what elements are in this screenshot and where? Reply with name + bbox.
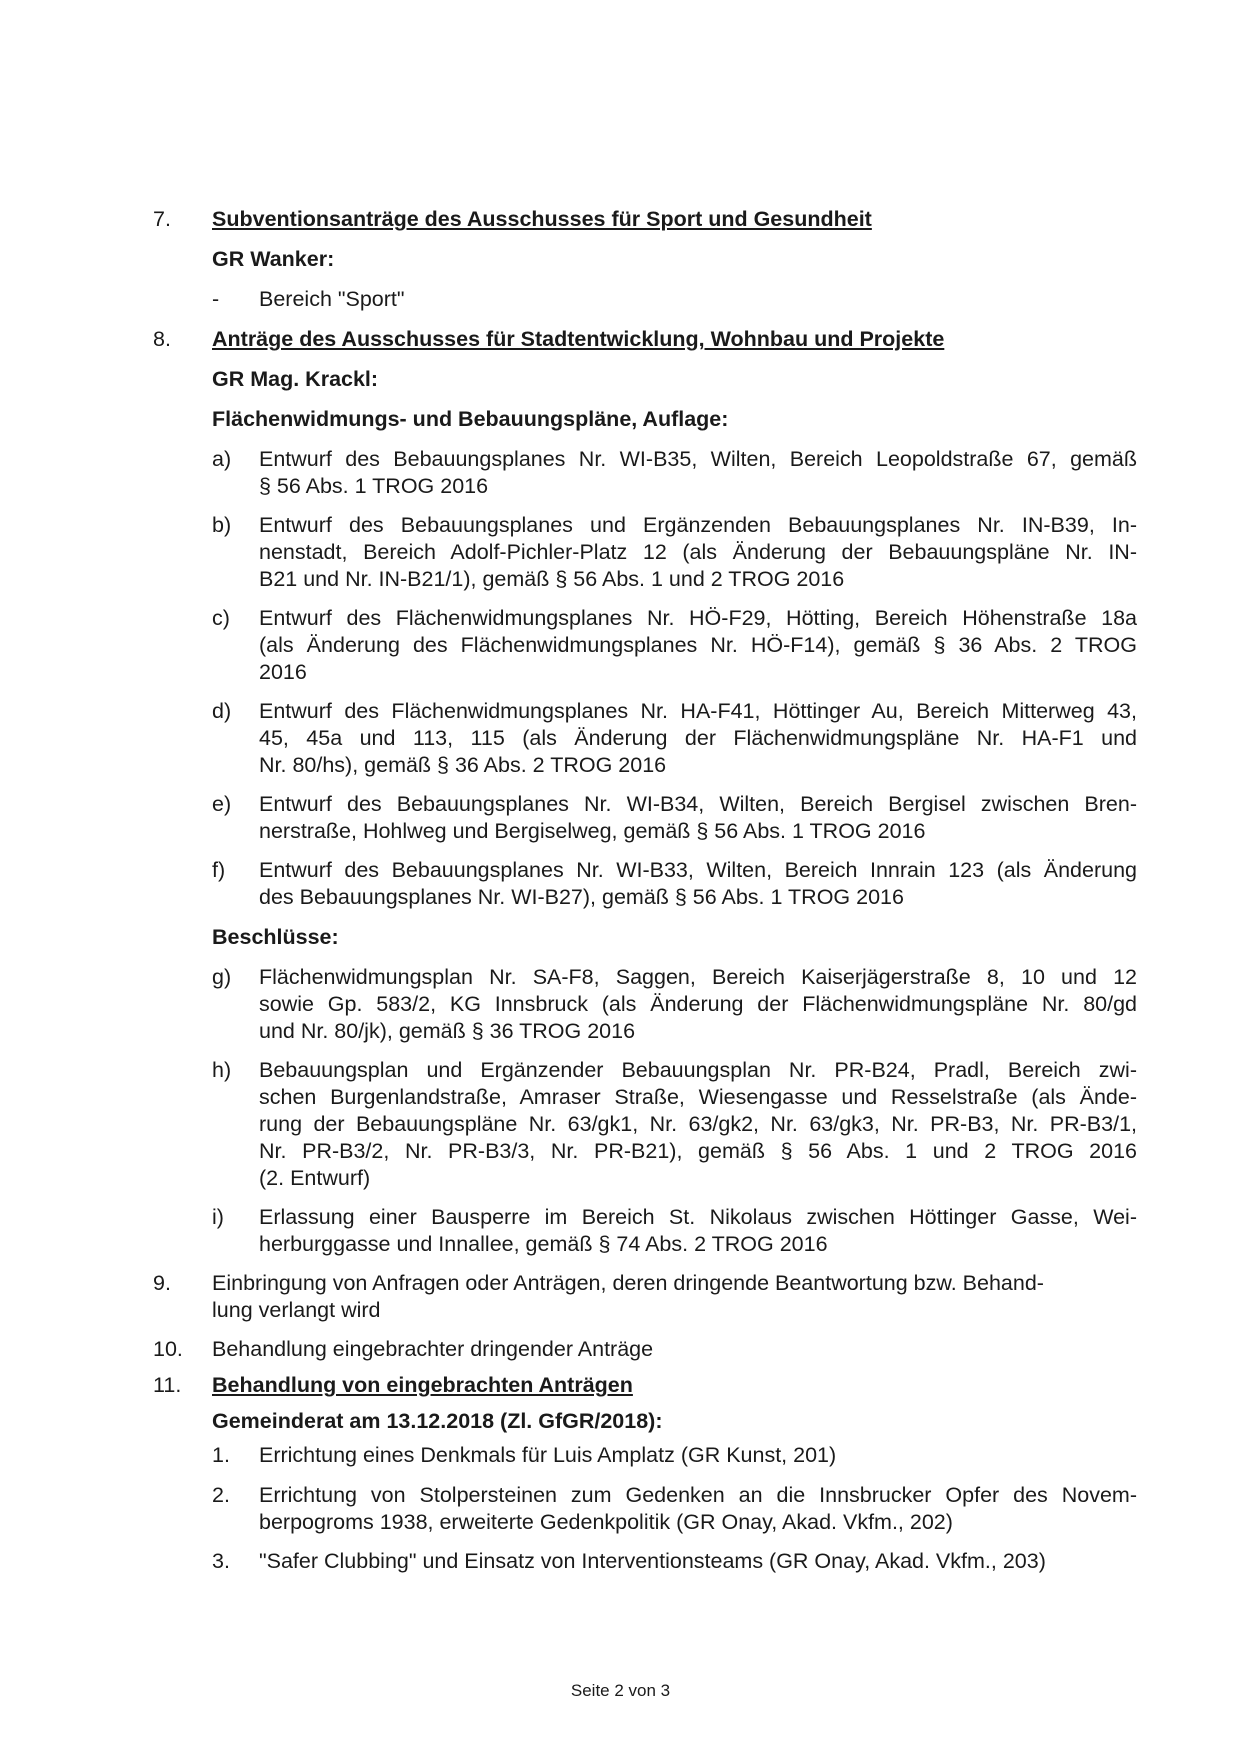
page-footer: Seite 2 von 3 [570, 1681, 671, 1700]
item-number: 11. [153, 1373, 182, 1397]
item-number: 9. [153, 1271, 171, 1295]
item-title: Anträge des Ausschusses für Stadtentwicklung, Wohnbau und Projekte [212, 327, 945, 351]
item-number: 7. [153, 207, 171, 231]
document-page: 7. Subventionsanträge des Ausschusses für Sport und Gesundheit GR Wanker: - Bereich "Sport" 8. Anträge des Ausschusses für Stadtentwicklung, Wohnbau und Projekte GR Mag. Krackl: Flächenwidmungs- und Bebauungspläne, Auflage: a) Entwurf des Bebauungsplanes Nr. WI-B35, Wilten, Bereich Leopoldstraße 67, gemäß § 56 Abs. 1 TROG 2016 b) Entwurf des Bebauungsplanes und Ergänzenden Bebauungsplanes Nr. IN-B39, In- nenstadt, Bereich Adolf-Pichler-Platz 12 (als Änderung der Bebauungspläne Nr. IN- B21 und Nr. IN-B21/1), gemäß § 56 Abs. 1 und 2 TROG 2016 c) Entwurf des Flächenwidmungsplanes Nr. HÖ-F29, Hötting, Bereich Höhenstraße 18a (als Änderung des Flächenwidmungsplanes Nr. HÖ-F14), gemäß § 36 Abs. 2 TROG 2016 d) Entwurf des Flächenwidmungsplanes Nr. HA-F41, Höttinger Au, Bereich Mitterweg 43, 45, 45a und 113, 115 (als Änderung der Flächenwidmungspläne Nr. HA-F1 und Nr. 80/hs), gemäß § 36 Abs. 2 TROG 2016 e) Entwurf des Bebauungsplanes Nr. WI-B34, Wilten, Bereich Bergisel zwischen Bren- nerstraße, Hohlweg und Bergiselweg, gemäß § 56 Abs. 1 TROG 2016 f) Entwurf des Bebauungsplanes Nr. WI-B33, Wilten, Bereich Innrain 123 (als Änderung des Bebauungsplanes Nr. WI-B27), gemäß § 56 Abs. 1 TROG 2016 Beschlüsse: g) Flächenwidmungsplan Nr. SA-F8, Saggen, Bereich Kaiserjägerstraße 8, 10 und 12 sowie Gp. 583/2, KG Innsbruck (als Änderung der Flächenwidmungspläne Nr. 80/gd und Nr. 80/jk), gemäß § 36 TROG 2016 h) Bebauungsplan und Ergänzender Bebauungsplan Nr. PR-B24, Pradl, Bereich zwi- schen Burgenlandstraße, Amraser Straße, Wiesengasse und Resselstraße (als Ände- rung der Bebauungspläne Nr. 63/gk1, Nr. 63/gk2, Nr. 63/gk3, Nr. PR-B3, Nr. PR-B3/1, Nr. PR-B3/2, Nr. PR-B3/3, Nr. PR-B21), gemäß § 56 Abs. 1 und 2 TROG 2016 (2. Entwurf) i) Erlassung einer Bausperre im Bereich St. Nikolaus zwischen Höttinger Gasse, Wei- herburggasse und Innallee, gemäß § 74 Abs. 2 TROG 2016 9. Einbringung von Anfragen oder Anträgen, deren dringende Beantwortung bzw. Behand- lung verlangt wird 10. Behandlung eingebrachter dringender Anträge 11. Behandlung von eingebrachten Anträgen Gemeinderat am 13.12.2018 (Zl. GfGR/2018): 1. Errichtung eines Denkmals für Luis Amplatz (GR Kunst, 201) 2. Errichtung von Stolpersteinen zum Gedenken an die Innsbrucker Opfer des Novem- berpogroms 1938, erweiterte Gedenkpolitik (GR Onay, Akad. Vkfm., 202) 3. "Safer Clubbing" und Einsatz von Interventionsteams (GR Onay, Akad. Vkfm., 203) Seite 2 von 3 [0, 0, 1241, 1754]
item-number: 10. [153, 1337, 183, 1361]
item-title: Behandlung von eingebrachten Anträgen [212, 1373, 633, 1397]
item-number: 8. [153, 327, 171, 351]
item-title: Subventionsanträge des Ausschusses für Sport und Gesundheit [212, 207, 872, 231]
